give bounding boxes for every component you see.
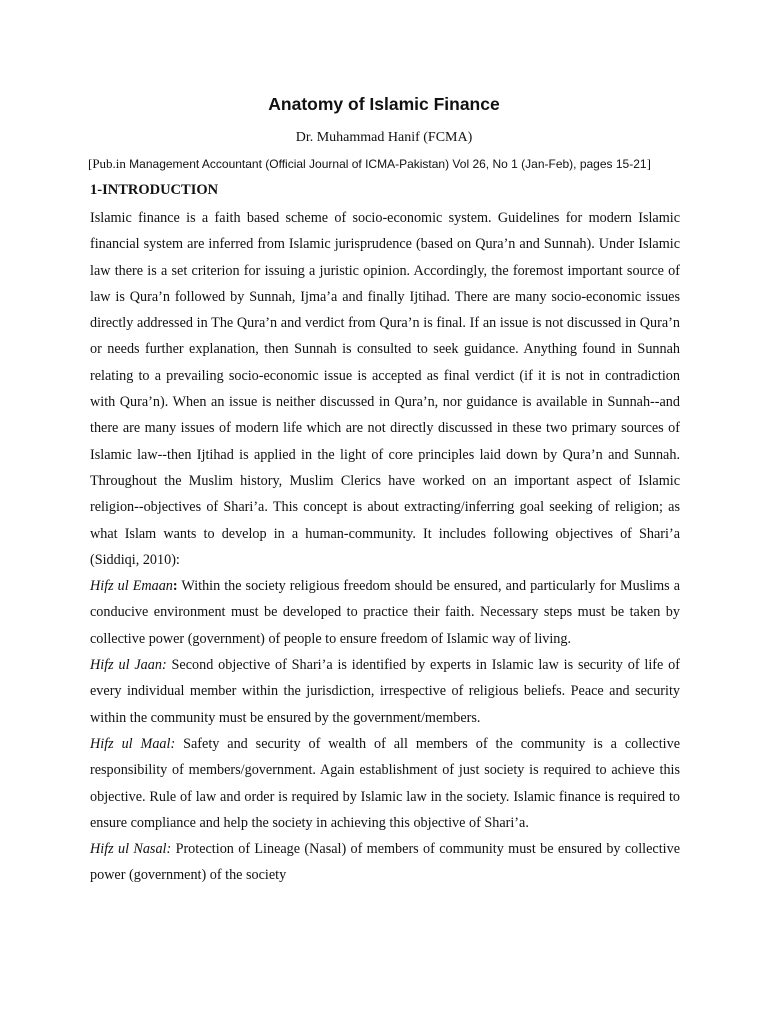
objective-text: Within the society religious freedom should be ensured, and particularly for Muslims a conducive environment must be developed to practice their faith. Necessary steps must be taken by collective power (government) of people to ensure freedom of Islamic way of living. <box>90 578 680 647</box>
objective-paragraph-jaan <box>90 652 680 731</box>
author-line: Dr. Muhammad Hanif (FCMA) <box>295 130 473 145</box>
objective-term: Hifz ul Jaan: <box>90 657 167 674</box>
objective-term: Hifz ul Nasal: <box>90 841 172 858</box>
publication-journal: Management Accountant (Official Journal of ICMA-Pakistan) Vol 26, No 1 (Jan-Feb), pages 15-21 <box>129 157 647 171</box>
objective-text: Protection of Lineage (Nasal) of members of community must be ensured by collective power (government) of the society <box>90 841 680 884</box>
objective-text: Safety and security of wealth of all members of the community is a collective responsibility of members/government. Again establishment of just society is required to achieve this objective. Rule of law and order is required by Islamic law in the society. Islamic finance is required to ensure compliance and help the society in achieving this objective of Shari’a. <box>90 735 681 831</box>
body-text <box>90 205 680 889</box>
objective-term: Hifz ul Emaan <box>90 578 173 595</box>
objective-paragraph-nasal <box>90 836 680 889</box>
publication-prefix: [Pub.in <box>88 156 130 171</box>
document-title: Anatomy of Islamic Finance <box>268 94 500 114</box>
intro-paragraph: Islamic finance is a faith based scheme of socio-economic system. Guidelines for modern Islamic financial system are inferred from Islamic jurisprudence (based on Qura’n and Sunnah). Under Islamic law there is a set criterion for issuing a juristic opinion. Accordingly, the foremost important source of law is Qura’n followed by Sunnah, Ijma’a and finally Ijtihad. There are many socio-economic issues directly addressed in The Qura’n and verdict from Qura’n is final. If an issue is not discussed in Qura’n or needs further explanation, then Sunnah is consulted to seek guidance. Anything found in Sunnah relating to a prevailing socio-economic issue is accepted as final verdict (if it is not in contradiction with Qura’n). When an issue is neither discussed in Qura’n, nor guidance is available in Sunnah--and there are many issues of modern life which are not directly discussed in these two primary sources of Islamic law--then Ijtihad is applied in the light of core principles laid down by Qura’n and Sunnah. Throughout the Muslim history, Muslim Clerics have worked on an important aspect of Islamic religion--objectives of Shari’a. This concept is about extracting/inferring goal seeking of religion; as what Islam wants to develop in a human-community. It includes following objectives of Shari’a (Siddiqi, 2010): <box>90 210 680 568</box>
objective-term-separator: : <box>172 578 178 595</box>
objective-text: Second objective of Shari’a is identified by experts in Islamic law is security of life of every individual member within the jurisdiction, irrespective of religious beliefs. Peace and security within the community must be ensured by the government/members. <box>90 657 680 726</box>
section-heading: 1-INTRODUCTION <box>90 182 219 198</box>
publication-line <box>88 154 688 174</box>
publication-suffix: ] <box>646 156 651 171</box>
objective-paragraph-emaan <box>90 573 680 652</box>
objective-paragraph-maal <box>90 731 680 836</box>
objective-term: Hifz ul Maal: <box>90 735 176 752</box>
